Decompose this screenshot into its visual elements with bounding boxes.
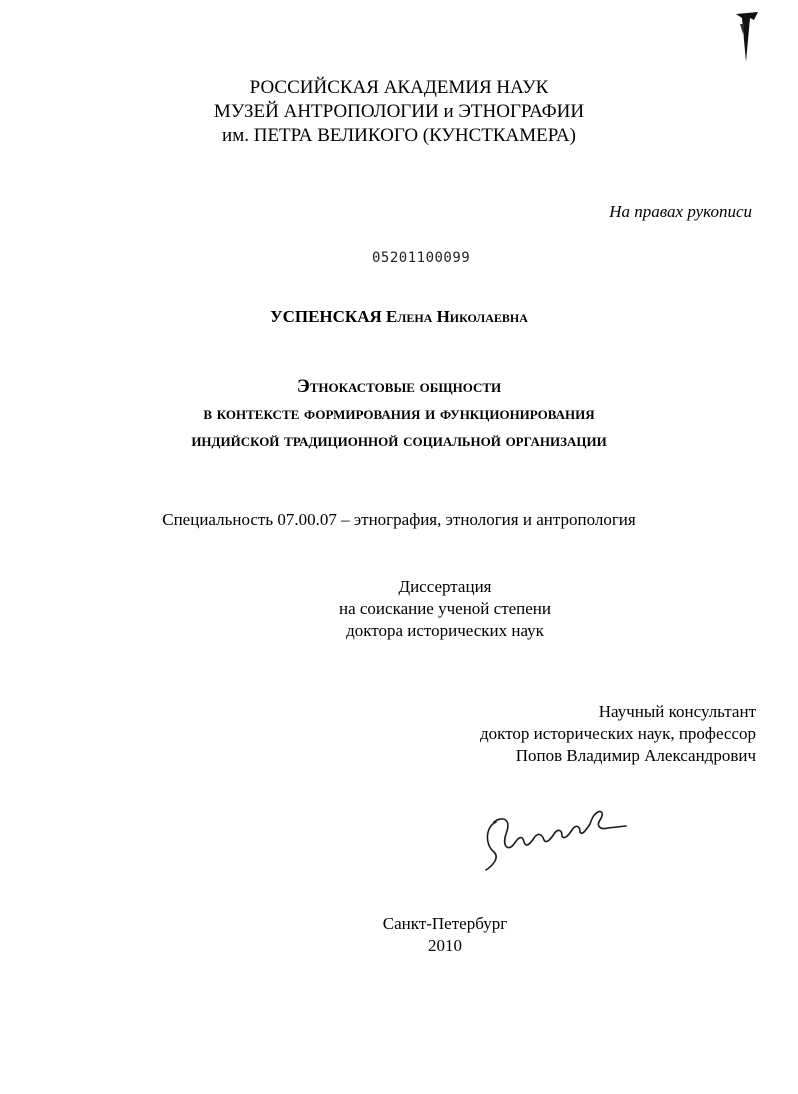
author-signature (482, 800, 632, 875)
corner-mark-icon (732, 10, 762, 66)
consultant-role: Научный консультант (598, 702, 756, 721)
title-line-2: в контексте формирования и функционирования (203, 403, 595, 424)
degree-block (0, 576, 798, 642)
dissertation-title (0, 373, 798, 454)
author-given-names: Елена Николаевна (386, 307, 528, 326)
institution-line-museum: МУЗЕЙ АНТРОПОЛОГИИ и ЭТНОГРАФИИ (213, 101, 585, 122)
consultant-degree: доктор исторических наук, профессор (480, 724, 756, 743)
degree-line-3: доктора исторических наук (346, 621, 544, 640)
registration-code: 05201100099 (372, 250, 471, 266)
author-surname: УСПЕНСКАЯ (270, 307, 382, 326)
institution-block (0, 76, 798, 148)
specialty-line: Специальность 07.00.07 – этнография, этнология и антропология (162, 510, 636, 529)
institution-line-academy: РОССИЙСКАЯ АКАДЕМИЯ НАУК (249, 77, 549, 98)
place: Санкт-Петербург (382, 914, 508, 933)
consultant-name: Попов Владимир Александрович (515, 746, 756, 765)
institution-line-kunstkamera: им. ПЕТРА ВЕЛИКОГО (КУНСТКАМЕРА) (222, 125, 576, 146)
manuscript-rights-note: На правах рукописи (609, 202, 752, 221)
year: 2010 (428, 936, 462, 955)
place-and-year (0, 913, 798, 957)
author-name (0, 307, 798, 327)
degree-line-2: на соискание ученой степени (338, 599, 552, 618)
title-line-1: Этнокастовые общности (296, 376, 502, 397)
degree-line-1: Диссертация (398, 577, 492, 596)
consultant-block (480, 701, 756, 767)
title-line-3: индийской традиционной социальной организации (191, 430, 607, 451)
